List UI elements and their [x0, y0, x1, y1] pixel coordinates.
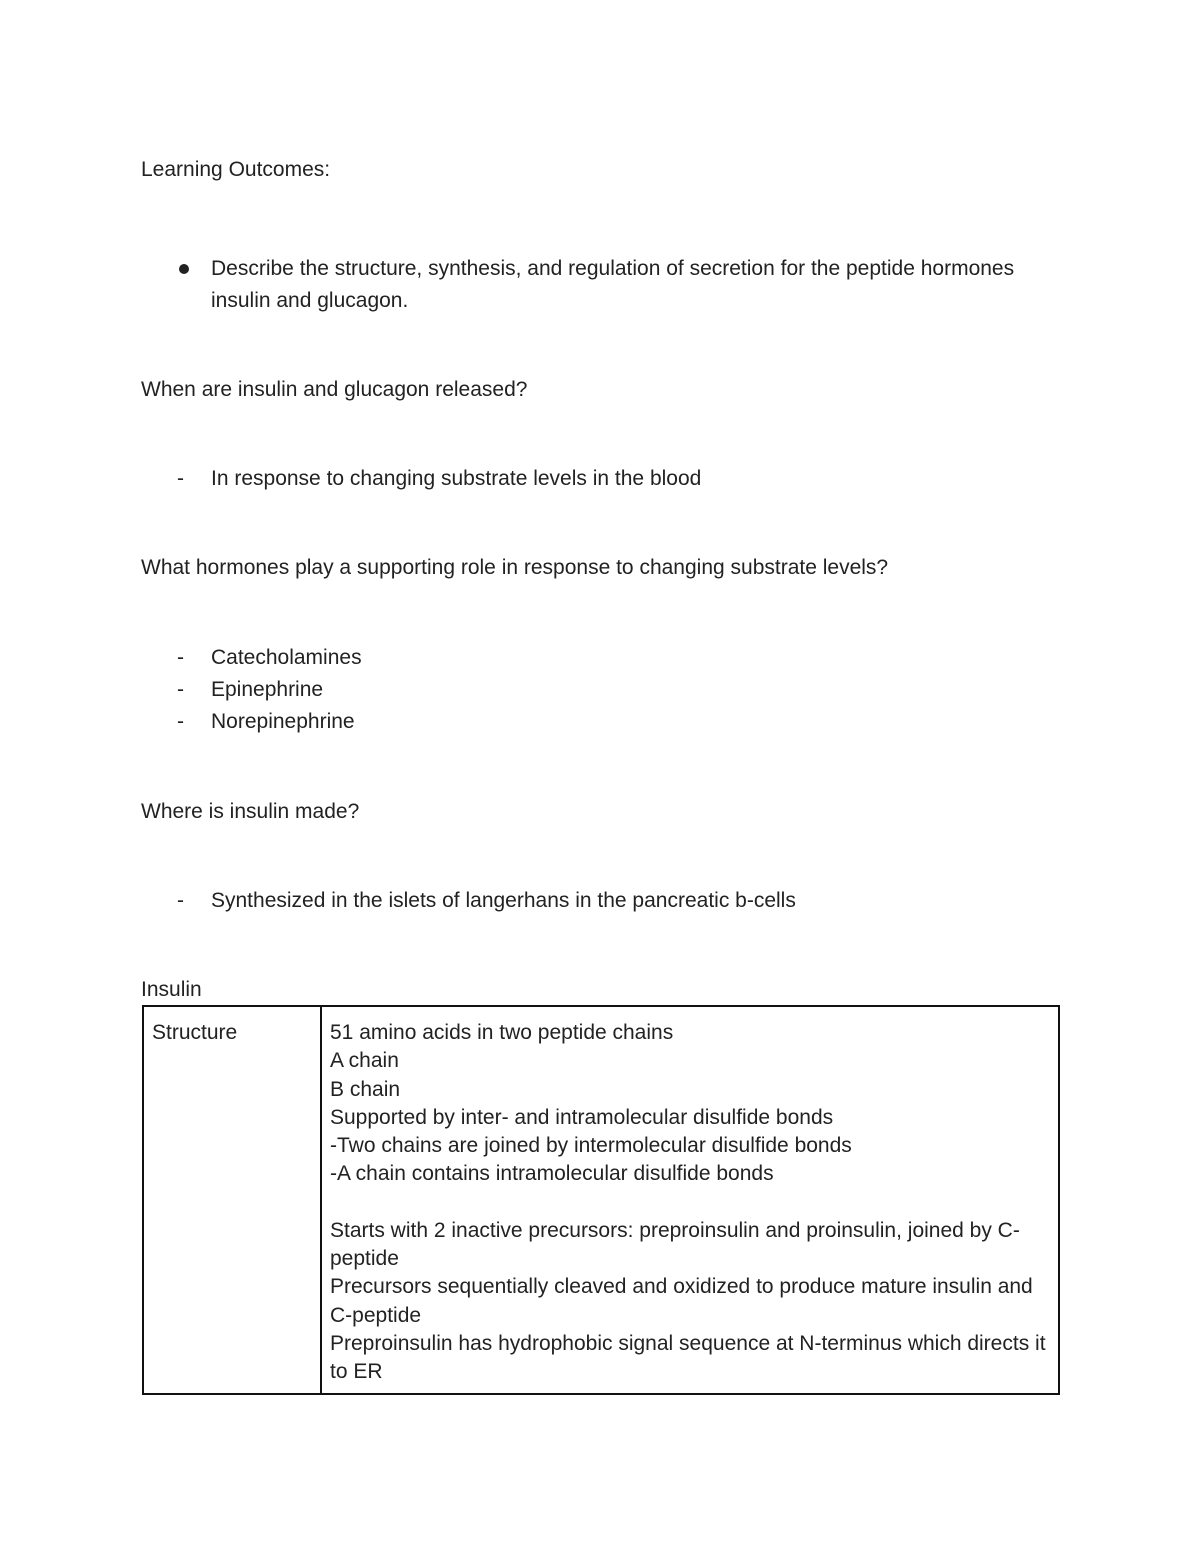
row-label: Structure: [152, 1021, 238, 1044]
dash-marker: -: [177, 678, 184, 701]
cell-spacer: [330, 1189, 1050, 1217]
table-row-label-cell: [143, 1006, 321, 1394]
table-row: [143, 1006, 1059, 1394]
cell-line: B chain: [330, 1077, 401, 1101]
list-item: [141, 642, 1061, 674]
question-when-released: When are insulin and glucagon released?: [141, 378, 528, 401]
dash-marker: -: [177, 710, 184, 733]
insulin-table-title: Insulin: [141, 978, 202, 1001]
cell-line: A chain: [330, 1049, 399, 1073]
learning-outcomes-heading: Learning Outcomes:: [141, 158, 331, 181]
list-item: [141, 885, 1061, 917]
answer-text: In response to changing substrate levels in the blood: [211, 467, 702, 490]
cell-line: Preproinsulin has hydrophobic signal sequence at N-terminus which directs it to ER: [330, 1331, 1046, 1384]
cell-line: Precursors sequentially cleaved and oxidized to produce mature insulin and C-peptide: [330, 1275, 1033, 1327]
bullet-dot-icon: [179, 264, 189, 274]
outcome-text: Describe the structure, synthesis, and regulation of secretion for the peptide hormones insulin and glucagon.: [211, 257, 1015, 312]
answer-list-released: [141, 463, 1061, 495]
list-item: [141, 706, 1061, 738]
answer-text: Catecholamines: [211, 646, 362, 669]
answer-text: Epinephrine: [211, 678, 324, 701]
table-row-content-cell: [321, 1006, 1059, 1394]
dash-marker: -: [177, 889, 184, 912]
cell-line: 51 amino acids in two peptide chains: [330, 1021, 674, 1044]
cell-line: -A chain contains intramolecular disulfide bonds: [330, 1162, 774, 1186]
answer-list-hormones: [141, 642, 1061, 738]
cell-line: -Two chains are joined by intermolecular disulfide bonds: [330, 1134, 852, 1158]
question-where-made: Where is insulin made?: [141, 800, 360, 823]
list-item: [141, 674, 1061, 706]
insulin-table: [142, 1005, 1060, 1395]
dash-marker: -: [177, 467, 184, 490]
answer-text: Norepinephrine: [211, 710, 355, 733]
answer-list-where-made: [141, 885, 1061, 917]
list-item: [141, 463, 1061, 495]
cell-line: Supported by inter- and intramolecular disulfide bonds: [330, 1105, 834, 1129]
answer-text: Synthesized in the islets of langerhans in the pancreatic b-cells: [211, 889, 796, 912]
cell-line: Starts with 2 inactive precursors: preproinsulin and proinsulin, joined by C-peptide: [330, 1218, 1020, 1271]
question-supporting-hormones: What hormones play a supporting role in response to changing substrate levels?: [141, 556, 889, 579]
dash-marker: -: [177, 646, 184, 669]
